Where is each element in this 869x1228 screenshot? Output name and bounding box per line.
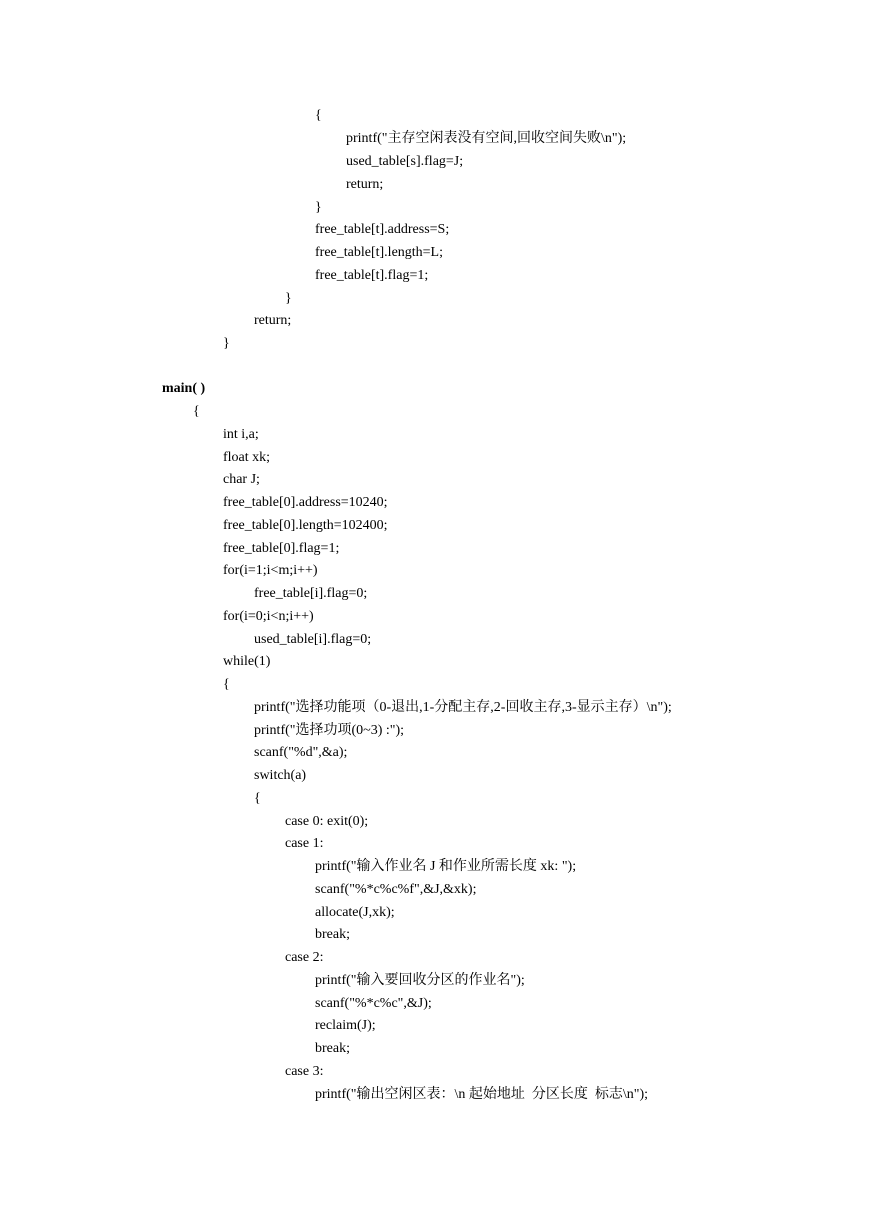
code-line: break; [315, 1041, 350, 1056]
code-line: float xk; [223, 450, 271, 465]
code-line: printf("输入作业名 J 和作业所需长度 xk: "); [315, 859, 577, 874]
code-line: allocate(J,xk); [315, 905, 395, 920]
code-line: free_table[i].flag=0; [254, 586, 368, 601]
code-line: scanf("%d",&a); [254, 745, 348, 760]
code-line: } [285, 291, 292, 306]
code-line: free_table[t].length=L; [315, 245, 444, 260]
code-line: return; [346, 177, 384, 192]
code-line: reclaim(J); [315, 1018, 376, 1033]
code-line: return; [254, 313, 292, 328]
code-line: case 1: [285, 836, 324, 851]
code-line: printf("主存空闲表没有空间,回收空间失败\n"); [346, 131, 627, 146]
code-line: char J; [223, 472, 260, 487]
code-line: { [254, 791, 261, 806]
code-line: printf("输入要回收分区的作业名"); [315, 973, 525, 988]
code-line: case 0: exit(0); [285, 814, 369, 829]
code-line: printf("选择功项(0~3) :"); [254, 723, 405, 738]
code-line: scanf("%*c%c",&J); [315, 996, 432, 1011]
code-line: free_table[t].flag=1; [315, 268, 429, 283]
code-line: case 3: [285, 1064, 324, 1079]
code-line: case 2: [285, 950, 324, 965]
code-line: free_table[0].length=102400; [223, 518, 388, 533]
code-line: while(1) [223, 654, 271, 669]
code-line: break; [315, 927, 350, 942]
code-line: } [223, 336, 230, 351]
code-line: { [315, 108, 322, 123]
code-line: } [315, 200, 322, 215]
code-line: printf("输出空闲区表：\n 起始地址 分区长度 标志\n"); [315, 1087, 649, 1102]
code-line: for(i=1;i<m;i++) [223, 563, 318, 578]
code-line: scanf("%*c%c%f",&J,&xk); [315, 882, 477, 897]
code-line: used_table[i].flag=0; [254, 632, 372, 647]
code-line: free_table[0].address=10240; [223, 495, 388, 510]
code-line: { [223, 677, 230, 692]
code-line: printf("选择功能项（0-退出,1-分配主存,2-回收主存,3-显示主存）\n"); [254, 700, 672, 715]
function-heading: main( ) [162, 381, 206, 396]
code-line: switch(a) [254, 768, 307, 783]
code-line: free_table[0].flag=1; [223, 541, 340, 556]
code-line: free_table[t].address=S; [315, 222, 450, 237]
code-line: used_table[s].flag=J; [346, 154, 464, 169]
code-line: { [193, 404, 200, 419]
code-line: for(i=0;i<n;i++) [223, 609, 314, 624]
code-line: int i,a; [223, 427, 259, 442]
